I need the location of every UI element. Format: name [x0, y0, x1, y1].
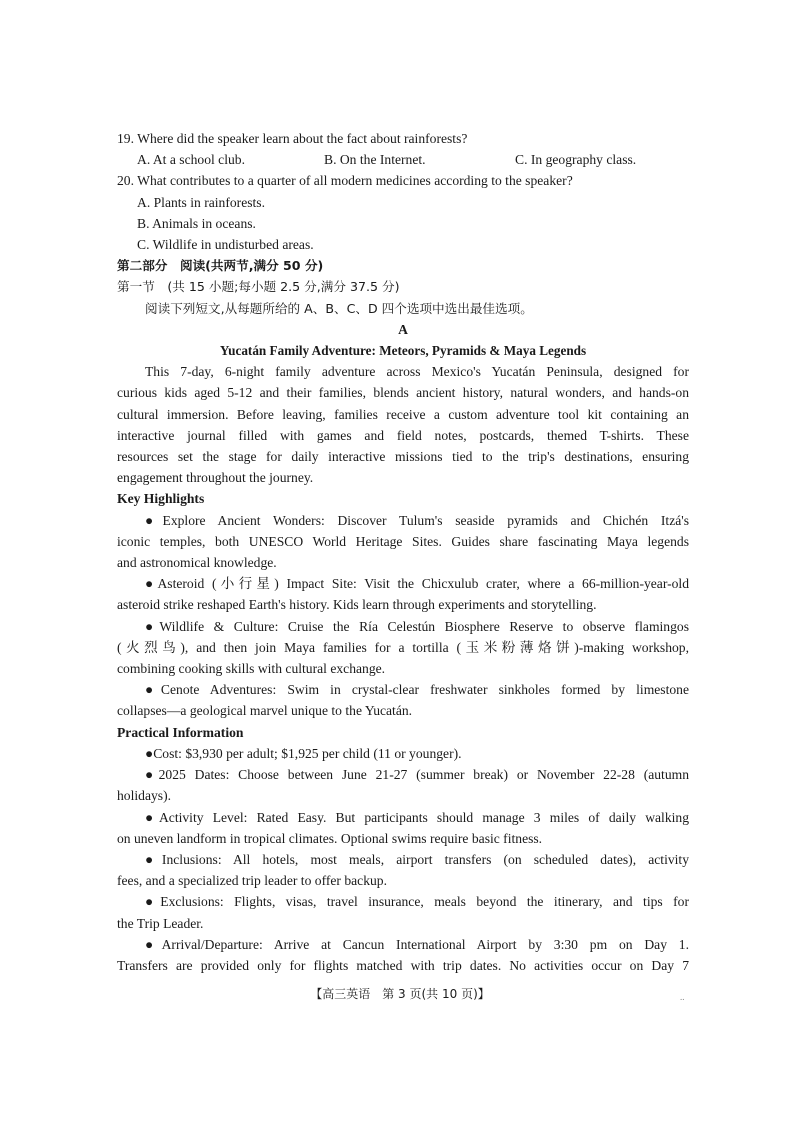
text-line: Transfers are provided only for flights matched with trip dates. No activities occur on Day 7: [117, 957, 689, 973]
text-line: iconic temples, both UNESCO World Heritage Sites. Guides share fascinating Maya legends: [117, 533, 689, 549]
option-c: C. Wildlife in undisturbed areas.: [137, 237, 314, 253]
question-20: [117, 170, 689, 255]
page-footer: 【高三英语 第 3 页(共 10 页)】: [310, 987, 490, 1001]
reading-instruction: 阅读下列短文,从每题所给的 A、B、C、D 四个选项中选出最佳选项。: [145, 300, 533, 316]
text-line: ●Cenote Adventures: Swim in crystal-clear freshwater sinkholes formed by limestone: [145, 682, 689, 698]
highlight-item: [117, 573, 689, 615]
text-line: engagement throughout the journey.: [117, 470, 314, 486]
text-line: ●Arrival/Departure: Arrive at Cancun International Airport by 3:30 pm on Day 1.: [145, 936, 689, 952]
option-row: [117, 149, 689, 170]
practical-item: [117, 807, 689, 849]
text-line: cultural immersion. Before leaving, families receive a custom adventure tool kit containing an: [117, 406, 689, 422]
question-stem: 20. What contributes to a quarter of all modern medicines according to the speaker?: [117, 173, 573, 189]
practical-heading: Practical Information: [117, 724, 244, 740]
corner-mark: ..: [680, 992, 685, 1002]
text-line: asteroid strike reshaped Earth's history. Kids learn through experiments and storytelling.: [117, 597, 597, 613]
highlight-item: [117, 679, 689, 721]
text-line: fees, and a specialized trip leader to offer backup.: [117, 873, 387, 889]
text-line: (火烈鸟), and then join Maya families for a tortilla (玉米粉薄烙饼)-making workshop,: [117, 639, 689, 655]
text-line: holidays).: [117, 788, 171, 804]
text-line: curious kids aged 5-12 and their families, blends ancient history, natural wonders, and hands-on: [117, 385, 689, 401]
text-line: ●Wildlife & Culture: Cruise the Ría Celestún Biosphere Reserve to observe flamingos: [145, 618, 689, 634]
option-a: A. At a school club.: [137, 152, 245, 168]
text-line: ●Activity Level: Rated Easy. But participants should manage 3 miles of daily walking: [145, 809, 689, 825]
text-line: ●Exclusions: Flights, visas, travel insurance, meals beyond the itinerary, and tips for: [145, 894, 689, 910]
practical-item: [117, 891, 689, 933]
text-line: ●2025 Dates: Choose between June 21-27 (summer break) or November 22-28 (autumn: [145, 767, 689, 783]
practical-item: [117, 849, 689, 891]
option-c: C. In geography class.: [515, 152, 637, 168]
exam-page: [117, 128, 689, 976]
option-b: B. Animals in oceans.: [137, 215, 256, 231]
text-line: the Trip Leader.: [117, 915, 204, 931]
highlights-heading: Key Highlights: [117, 491, 205, 507]
text-line: combining cooking skills with cultural exchange.: [117, 661, 386, 677]
text-line: ●Explore Ancient Wonders: Discover Tulum's seaside pyramids and Chichén Itzá's: [145, 512, 689, 528]
option-b: B. On the Internet.: [324, 152, 426, 168]
text-line: interactive journal filled with games and field notes, postcards, themed T-shirts. These: [117, 427, 689, 443]
question-19: [117, 128, 689, 170]
text-line: ●Inclusions: All hotels, most meals, airport transfers (on scheduled dates), activity: [145, 851, 689, 867]
highlight-item: [117, 510, 689, 574]
highlight-item: [117, 616, 689, 680]
text-line: resources set the stage for daily interactive missions tied to the trip's destinations, ensuring: [117, 449, 689, 465]
text-line: This 7-day, 6-night family adventure across Mexico's Yucatán Peninsula, designed for: [145, 364, 689, 380]
question-stem: 19. Where did the speaker learn about the fact about rainforests?: [117, 131, 468, 146]
option-a: A. Plants in rainforests.: [137, 194, 265, 210]
passage-title: Yucatán Family Adventure: Meteors, Pyramids & Maya Legends: [219, 343, 587, 359]
text-line: ●Cost: $3,930 per adult; $1,925 per child (11 or younger).: [145, 745, 462, 761]
practical-item: [117, 764, 689, 806]
passage-letter: A: [398, 321, 408, 337]
section-heading: 第一节 (共 15 小题;每小题 2.5 分,满分 37.5 分): [117, 279, 400, 295]
text-line: and astronomical knowledge.: [117, 555, 277, 571]
practical-item: [117, 934, 689, 976]
part-heading: 第二部分 阅读(共两节,满分 50 分): [117, 258, 324, 274]
practical-item: [117, 743, 689, 764]
passage-intro: [117, 361, 689, 488]
text-line: on uneven landform in tropical climates. Optional swims require basic fitness.: [117, 830, 543, 846]
text-line: collapses—a geological marvel unique to the Yucatán.: [117, 703, 413, 719]
text-line: ●Asteroid (小行星) Impact Site: Visit the Chicxulub crater, where a 66-million-year-old: [145, 576, 689, 592]
